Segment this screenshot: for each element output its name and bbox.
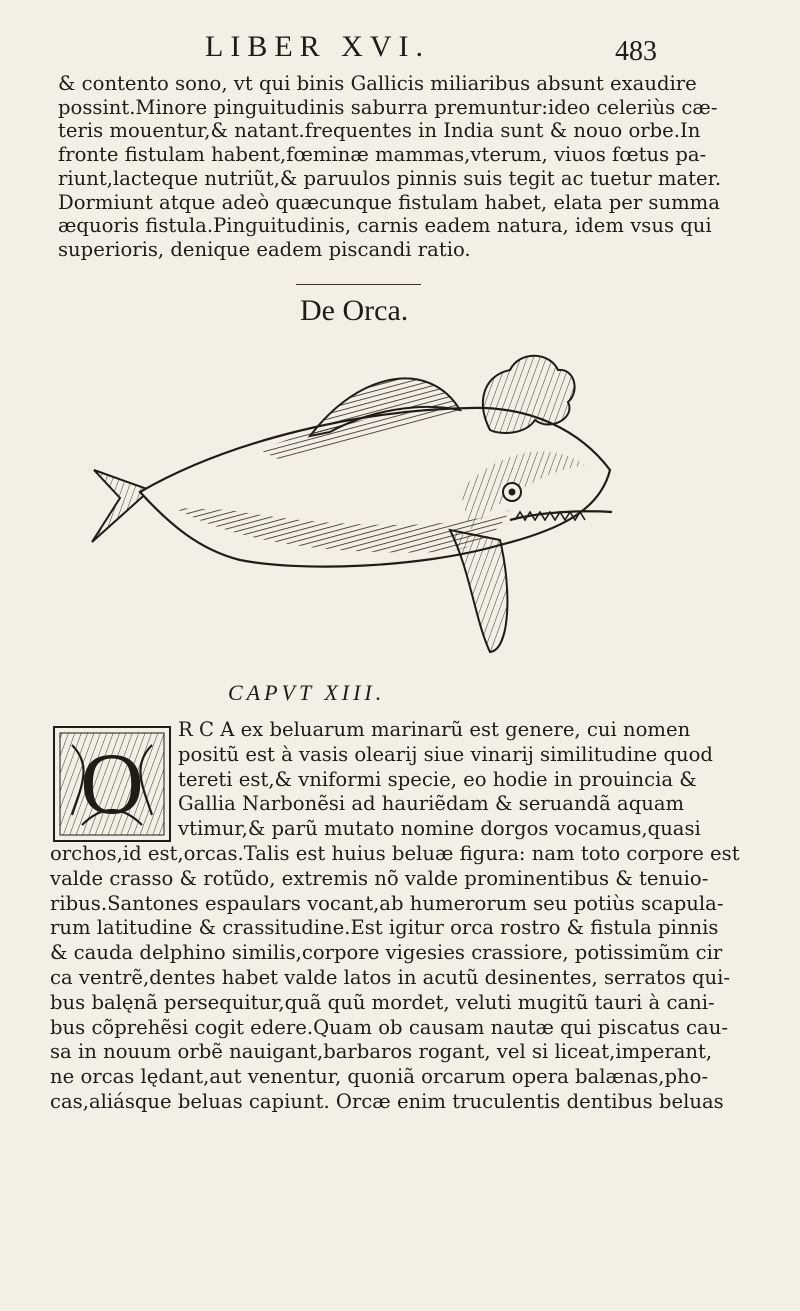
text-line: positũ est à vasis olearij siue vinarij similitudine quod xyxy=(178,742,713,766)
text-line: teris mouentur,& natant.frequentes in India sunt & nouo orbe.In xyxy=(58,119,701,143)
pupil xyxy=(509,489,516,496)
text-line: bus balęnã persequitur,quã quũ mordet, veluti mugitũ tauri à cani- xyxy=(50,990,715,1014)
text-line: rum latitudine & crassitudine.Est igitur orca rostro & fistula pinnis xyxy=(50,916,719,940)
text-line: ribus.Santones espaulars vocant,ab humerorum seu potiùs scapula- xyxy=(50,891,724,915)
running-head: LIBER XVI. xyxy=(205,30,430,63)
text-line: cas,aliásque beluas capiunt. Orcæ enim truculentis dentibus beluas xyxy=(50,1089,724,1113)
text-line: superioris, denique eadem piscandi ratio. xyxy=(58,237,471,261)
text-line: R C A ex beluarum marinarũ est genere, cui nomen xyxy=(178,718,691,741)
text-line: sa in nouum orbẽ nauigant,barbaros rogant, vel si liceat,imperant, xyxy=(50,1040,713,1064)
text-line: vtimur,& parũ mutato nomine dorgos vocamus,quasi xyxy=(178,817,701,841)
text-line: valde crasso & rotũdo, extremis nõ valde prominentibus & tenuio- xyxy=(50,866,709,890)
text-line: Gallia Narbonẽsi ad hauriẽdam & seruandã aquam xyxy=(178,792,685,816)
text-line: & contento sono, vt qui binis Gallicis miliaribus absunt exaudire xyxy=(58,72,697,95)
section-heading xyxy=(290,284,450,332)
spout xyxy=(483,356,575,433)
text-line: riunt,lacteque nutriũt,& paruulos pinnis suis tegit ac tuetur mater. xyxy=(58,166,722,190)
title-rule xyxy=(296,284,421,285)
text-line: & cauda delphino similis,corpore vigesies crassiore, potissimũm cir xyxy=(50,941,723,965)
text-line: ne orcas lędant,aut venentur, quoniã orcarum opera balænas,pho- xyxy=(50,1065,709,1089)
page-header xyxy=(205,30,685,70)
text-line: possint.Minore pinguitudinis saburra premuntur:ideo celeriùs cæ- xyxy=(58,95,718,119)
section-title: De Orca. xyxy=(300,294,409,327)
text-line: Dormiunt atque adeò quæcunque fistulam habet, elata per summa xyxy=(58,190,720,214)
text-line: æquoris fistula.Pinguitudinis, carnis eadem natura, idem vsus qui xyxy=(58,214,712,238)
text-line: tereti est,& vniformi specie, eo hodie in prouincia & xyxy=(178,767,697,791)
chapter-paragraph xyxy=(50,718,740,1115)
text-line: fronte fistulam habent,fœminæ mammas,vterum, viuos fœtus pa- xyxy=(58,143,707,167)
text-line: ca ventrẽ,dentes habet valde latos in acutũ desinentes, serratos qui- xyxy=(50,965,731,989)
intro-paragraph xyxy=(58,72,722,262)
page-number: 483 xyxy=(615,36,657,67)
chapter-heading: CAPVT XIII. xyxy=(228,680,386,705)
pectoral-fin xyxy=(450,530,507,652)
drop-cap-letter: O xyxy=(80,736,144,833)
orca-woodcut xyxy=(80,340,640,670)
tail-fin xyxy=(92,470,150,542)
text-line: orchos,id est,orcas.Talis est huius beluæ figura: nam toto corpore est xyxy=(50,841,740,865)
text-line: bus cõprehẽsi cogit edere.Quam ob causam nautæ qui piscatus cau- xyxy=(50,1015,728,1039)
